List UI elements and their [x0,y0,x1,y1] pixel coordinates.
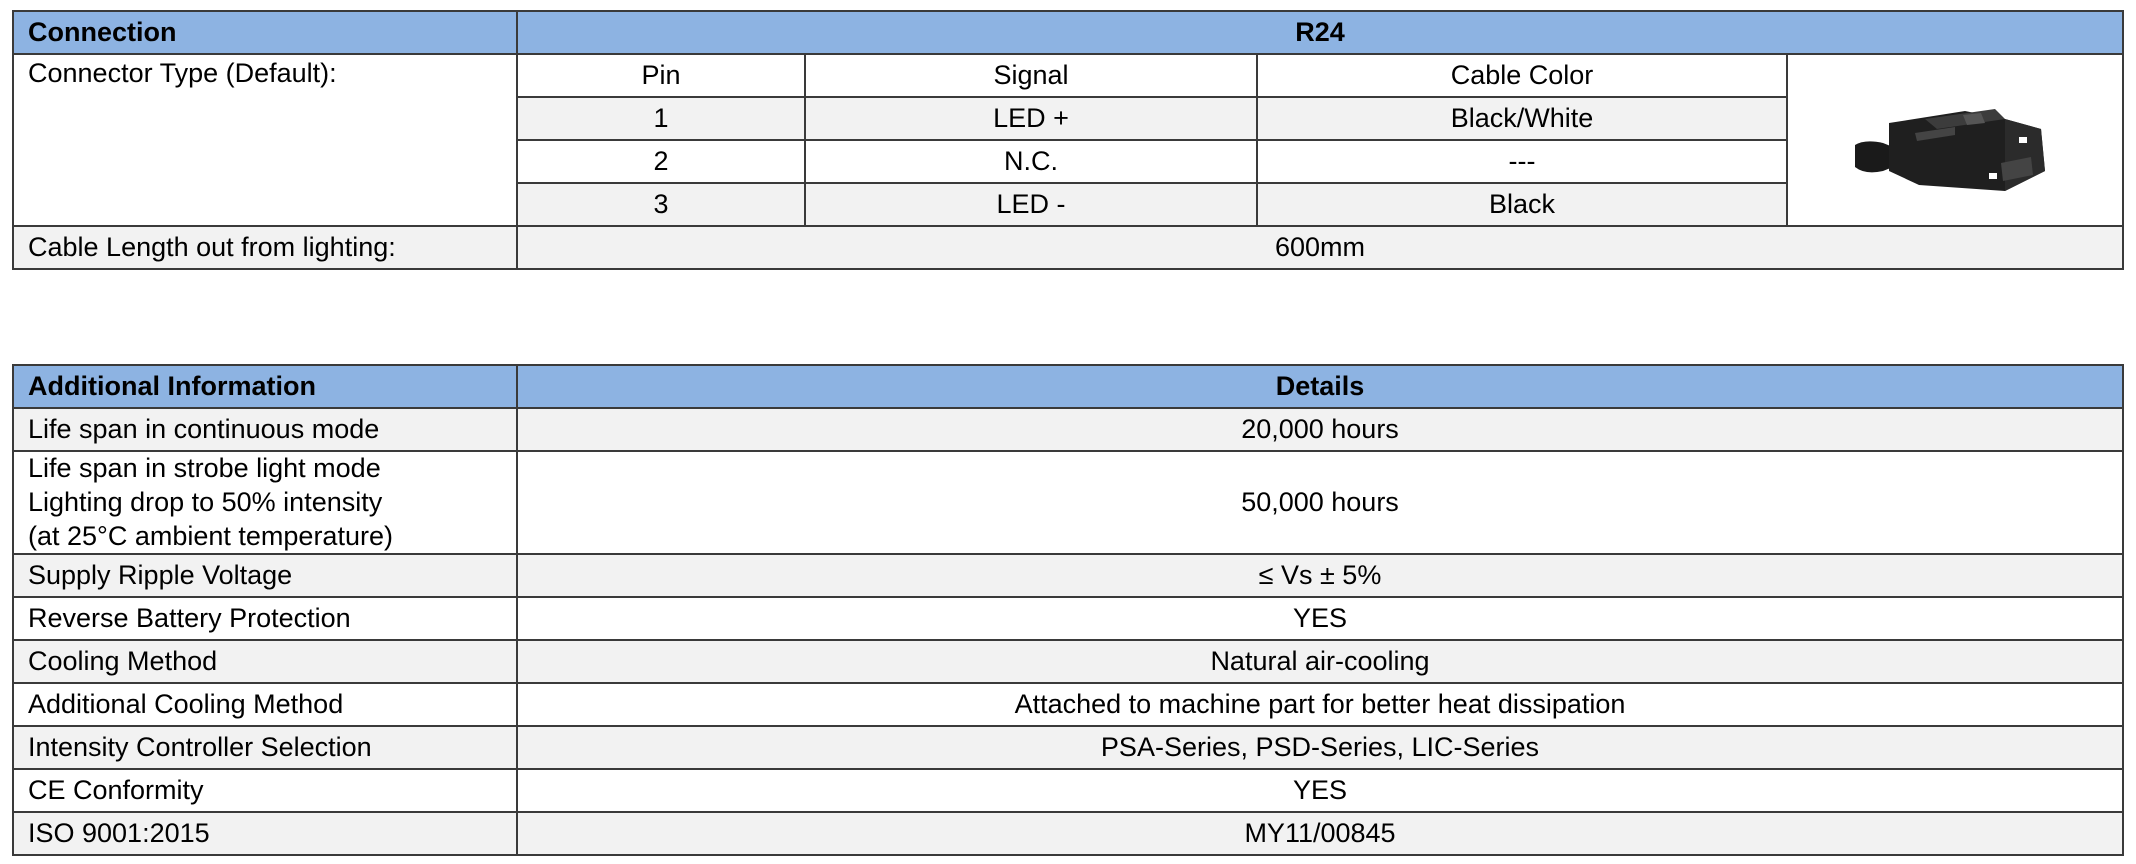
info-value: Natural air-cooling [517,640,2123,683]
info-label: CE Conformity [13,769,517,812]
cable-length-label: Cable Length out from lighting: [13,226,517,269]
pin-number: 3 [517,183,805,226]
connector-photo-icon [1855,75,2055,205]
pin-number: 1 [517,97,805,140]
info-value: ≤ Vs ± 5% [517,554,2123,597]
pin-header-row [13,54,2123,97]
signal-column-header: Signal [805,54,1257,97]
additional-info-table [12,364,2124,856]
cable-color-column-header: Cable Color [1257,54,1787,97]
info-label: Cooling Method [13,640,517,683]
info-value: Attached to machine part for better heat dissipation [517,683,2123,726]
pin-signal: LED + [805,97,1257,140]
connection-header-row [13,11,2123,54]
info-row [13,726,2123,769]
info-row [13,812,2123,855]
cable-length-row [13,226,2123,269]
info-value: 50,000 hours [517,451,2123,554]
info-value: PSA-Series, PSD-Series, LIC-Series [517,726,2123,769]
info-row [13,640,2123,683]
info-row [13,769,2123,812]
pin-cable-color: Black [1257,183,1787,226]
info-row [13,408,2123,451]
info-row [13,554,2123,597]
info-value: MY11/00845 [517,812,2123,855]
info-label-line: (at 25°C ambient temperature) [28,520,393,551]
connection-table [12,10,2124,270]
model-header: R24 [517,11,2123,54]
additional-header-label: Additional Information [13,365,517,408]
pin-cable-color: --- [1257,140,1787,183]
info-label: ISO 9001:2015 [13,812,517,855]
info-label-line: Life span in strobe light mode [28,453,381,483]
connector-type-label: Connector Type (Default): [13,54,517,226]
pin-signal: LED - [805,183,1257,226]
info-label: Supply Ripple Voltage [13,554,517,597]
info-value: YES [517,769,2123,812]
info-label [13,451,517,554]
info-label: Intensity Controller Selection [13,726,517,769]
info-value: YES [517,597,2123,640]
info-row [13,683,2123,726]
info-label: Additional Cooling Method [13,683,517,726]
cable-length-value: 600mm [517,226,2123,269]
additional-header-row [13,365,2123,408]
connection-header-label: Connection [13,11,517,54]
pin-cable-color: Black/White [1257,97,1787,140]
connector-image [1787,54,2123,226]
details-header: Details [517,365,2123,408]
info-row [13,451,2123,554]
info-label: Reverse Battery Protection [13,597,517,640]
info-row [13,597,2123,640]
pin-signal: N.C. [805,140,1257,183]
info-label: Life span in continuous mode [13,408,517,451]
pin-column-header: Pin [517,54,805,97]
pin-number: 2 [517,140,805,183]
info-label-line: Lighting drop to 50% intensity [28,486,383,517]
info-value: 20,000 hours [517,408,2123,451]
